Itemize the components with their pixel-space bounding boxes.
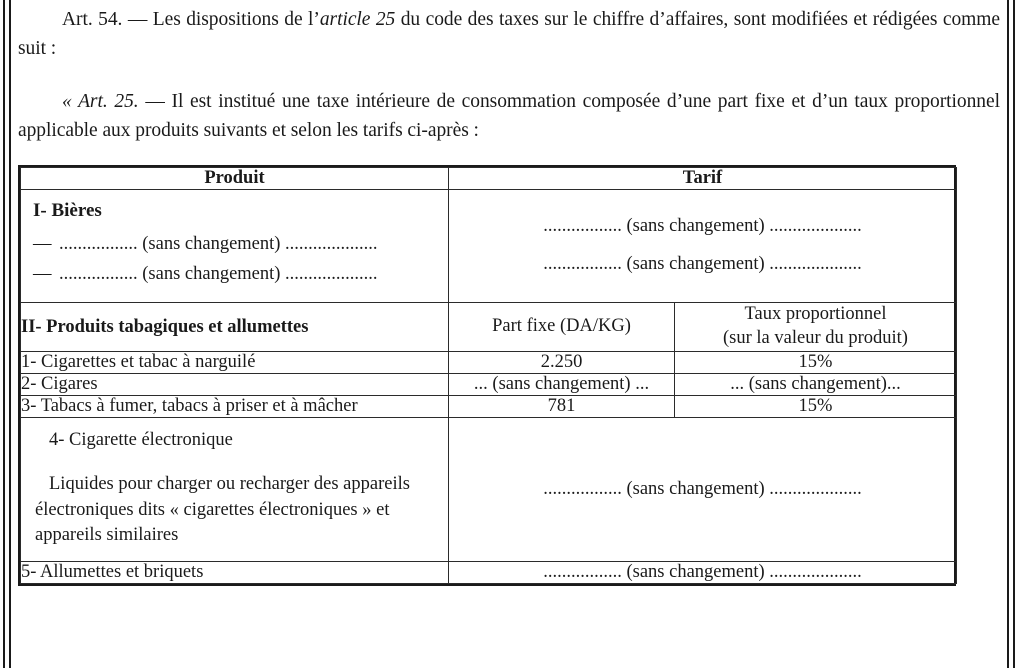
subheader-taux-line-2: (sur la valeur du produit) (723, 328, 908, 349)
table-row-allumettes (21, 562, 957, 584)
table-row-bieres (21, 190, 957, 303)
bieres-title: I- Bières (33, 200, 102, 222)
row-4-heading: 4- Cigarette électronique (49, 429, 233, 450)
table-row (21, 351, 957, 373)
bieres-line-1-text: ................. (sans changement) .................... (59, 234, 378, 255)
page-border-right-outer (1013, 0, 1015, 668)
row-1-produit: 1- Cigarettes et tabac à narguilé (21, 351, 449, 373)
row-4-produit-cell (21, 417, 449, 562)
cell-bieres-produit (21, 190, 449, 303)
bieres-tarif-line-1: ................. (sans changement) .................... (543, 216, 862, 237)
tarif-table-container (18, 165, 956, 586)
subheader-taux-line-1: Taux proportionnel (744, 304, 887, 325)
header-tarif: Tarif (449, 168, 957, 190)
header-produit: Produit (21, 168, 449, 190)
art-54-tail: du code des taxes sur le chiffre d’affaires, sont modifiées et rédigées comme suit : (18, 9, 1000, 59)
bieres-line-2 (33, 260, 436, 290)
tarif-table (20, 167, 957, 584)
page-body (18, 0, 1000, 668)
table-row (21, 395, 957, 417)
row-3-produit: 3- Tabacs à fumer, tabacs à priser et à mâcher (21, 395, 449, 417)
table-row-cigarette-electronique (21, 417, 957, 562)
row-2-produit: 2- Cigares (21, 373, 449, 395)
row-1-taux: 15% (675, 351, 957, 373)
cell-bieres-tarif (449, 190, 957, 303)
row-4-tarif: ................. (sans changement) .................... (449, 417, 957, 562)
row-3-part-fixe: 781 (449, 395, 675, 417)
page-border-left-outer (3, 0, 5, 668)
subheader-taux-proportionnel (675, 303, 957, 351)
bieres-line-1 (33, 230, 436, 260)
row-3-taux: 15% (675, 395, 957, 417)
art-25-label: « Art. 25. (62, 90, 139, 112)
em-dash-icon: — (33, 264, 52, 285)
art-54-reference: article 25 (319, 9, 396, 30)
row-2-taux: ... (sans changement)... (675, 373, 957, 395)
paragraph-art-54 (18, 0, 1000, 64)
table-row (21, 373, 957, 395)
row-4-body: Liquides pour charger ou recharger des appareils électroniques dits « cigarettes électroniques » et appareils similaires (35, 473, 410, 546)
bieres-tarif-line-2: ................. (sans changement) .................... (543, 254, 862, 275)
table-row-section-ii-header (21, 303, 957, 351)
page-border-right-inner (1007, 0, 1009, 668)
art-54-lead: Art. 54. — Les dispositions de l’ (62, 9, 320, 30)
table-header-row (21, 168, 957, 190)
paragraph-art-25 (18, 64, 1000, 146)
row-5-tarif: ................. (sans changement) .................... (449, 562, 957, 584)
row-1-part-fixe: 2.250 (449, 351, 675, 373)
art-25-tail: — Il est institué une taxe intérieure de consommation composée d’une part fixe et d’un taux proportionnel applicable aux produits suivants et selon les tarifs ci-après : (18, 90, 1000, 141)
bieres-line-2-text: ................. (sans changement) .................... (59, 264, 378, 285)
em-dash-icon: — (33, 234, 52, 255)
subheader-part-fixe: Part fixe (DA/KG) (449, 303, 675, 351)
row-2-part-fixe: ... (sans changement) ... (449, 373, 675, 395)
row-5-produit: 5- Allumettes et briquets (21, 562, 449, 584)
page-border-left-inner (9, 0, 11, 668)
section-ii-title: II- Produits tabagiques et allumettes (21, 303, 449, 351)
